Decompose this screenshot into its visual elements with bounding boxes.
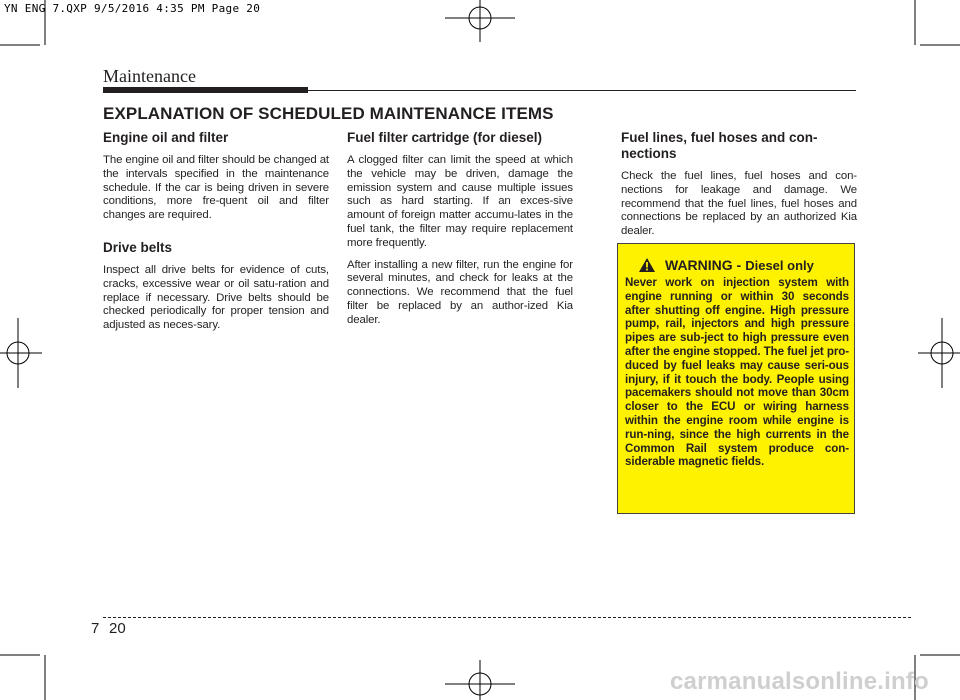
warning-title: WARNING - bbox=[665, 257, 742, 273]
heading-fuel-filter: Fuel filter cartridge (for diesel) bbox=[347, 130, 543, 145]
paragraph-fuel-lines: Check the fuel lines, fuel hoses and con-nections for leakage and damage. We recommend that the fuel lines, fuel hoses and connections be replaced by an authorized Kia dealer. bbox=[621, 170, 857, 238]
watermark: carmanualsonline.info bbox=[670, 668, 929, 695]
main-title: EXPLANATION OF SCHEDULED MAINTENANCE ITEMS bbox=[103, 104, 554, 123]
section-label: Maintenance bbox=[103, 66, 196, 86]
warning-triangle-icon bbox=[638, 257, 656, 273]
print-header: YN ENG 7.QXP 9/5/2016 4:35 PM Page 20 bbox=[4, 2, 261, 15]
registration-mark-bottom bbox=[445, 660, 515, 700]
warning-box bbox=[617, 243, 855, 514]
registration-mark-left bbox=[0, 318, 42, 388]
header-rule bbox=[308, 90, 856, 91]
footer-rule bbox=[103, 617, 911, 618]
paragraph-engine-oil: The engine oil and filter should be changed at the intervals specified in the maintenance schedule. If the car is being driven in severe conditions, more fre-quent oil and filter changes are required. bbox=[103, 154, 329, 222]
column-3 bbox=[621, 130, 857, 247]
section-label-bar bbox=[103, 87, 308, 93]
heading-engine-oil: Engine oil and filter bbox=[103, 130, 229, 145]
paragraph-fuel-filter-2: After installing a new filter, run the engine for several minutes, and check for leaks at the connections. We recommend that the fuel filter be replaced by an author-ized Kia dealer. bbox=[347, 258, 573, 326]
warning-header bbox=[638, 257, 849, 273]
registration-mark-right bbox=[918, 318, 960, 388]
warning-text: Never work on injection system with engine running or within 30 seconds after shutting off engine. High pressure pump, rail, injectors and high pressure pipes are sub-ject to high pressure even after the engine stopped. The fuel jet pro-duced by fuel leaks may cause seri-ous injury, if it touch the body. People using pacemakers should not move than 30cm closer to the ECU or wiring harness within the engine room while engine is run-ning, since the high currents in the Common Rail system produce con-siderable magnetic fields. bbox=[625, 276, 849, 469]
warning-subtitle: Diesel only bbox=[745, 257, 814, 273]
page-number: 20 bbox=[109, 620, 126, 637]
column-2 bbox=[347, 130, 573, 336]
column-1 bbox=[103, 130, 329, 341]
page-chapter-number: 7 bbox=[91, 620, 100, 637]
heading-drive-belts: Drive belts bbox=[103, 239, 173, 255]
heading-fuel-lines: Fuel lines, fuel hoses and con-nections bbox=[621, 130, 818, 161]
registration-mark-top bbox=[445, 0, 515, 42]
paragraph-drive-belts: Inspect all drive belts for evidence of cuts, cracks, excessive wear or oil satu-ration and replace if necessary. Drive belts should be checked periodically for proper tension and adjusted as neces-sary. bbox=[103, 263, 329, 332]
paragraph-fuel-filter-1: A clogged filter can limit the speed at which the vehicle may be driven, damage the emission system and cause multiple issues such as hard starting. If an exces-sive amount of foreign matter accumu-lates in the fuel tank, the filter may require replacement more frequently. bbox=[347, 154, 573, 249]
